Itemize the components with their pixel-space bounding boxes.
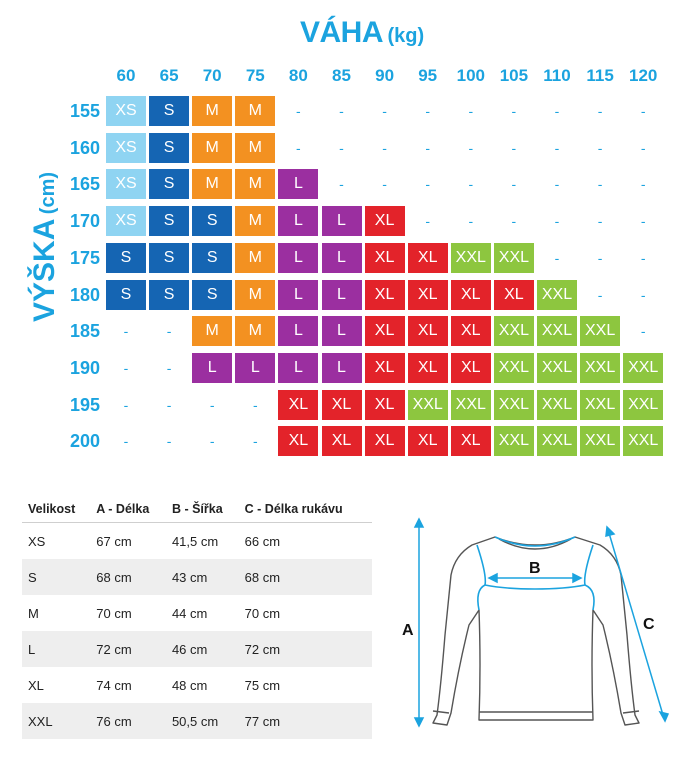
empty-cell: - [339,176,344,193]
empty-cell: - [511,213,517,230]
empty-cell: - [597,103,603,119]
height-label: 185 [69,321,100,342]
size-cell: M [235,169,275,199]
size-cell: M [235,316,275,346]
size-cell: L [278,243,318,273]
size-cell: XL [408,243,448,273]
empty-cell: - [640,139,646,156]
empty-cell: - [640,286,646,303]
size-cell: L [278,169,318,199]
weight-title-text: VÁHA [300,16,384,49]
size-cell: S [192,206,232,236]
empty-cell: - [209,396,215,413]
weight-label: 115 [586,66,614,85]
weight-label: 75 [245,66,265,85]
size-cell: L [322,353,362,383]
size-cell: XXL [451,390,491,420]
size-cell: S [192,280,232,310]
size-cell: XL [365,426,405,456]
weight-label: 110 [543,66,571,85]
size-cell: M [235,96,275,126]
table-cell: 68 cm [239,559,372,595]
empty-cell: - [511,176,517,193]
size-cell: XXL [580,316,620,346]
size-cell: XL [494,280,534,310]
size-cell: XXL [580,426,620,456]
empty-cell: - [640,176,646,193]
table-cell: 41,5 cm [171,533,219,549]
empty-cell: - [640,323,646,340]
size-cell: S [149,169,189,199]
empty-cell: - [597,139,603,156]
size-cell: XXL [623,353,663,383]
table-cell: 46 cm [166,631,239,667]
empty-cell: - [511,139,517,156]
size-cell: L [278,206,318,236]
empty-cell: - [554,249,560,266]
size-cell: S [192,243,232,273]
table-row [22,667,372,703]
size-cell: XL [451,353,491,383]
table-cell: 74 cm [96,677,132,693]
table-cell: XL [28,677,44,693]
empty-cell: - [425,103,431,119]
table-header-row [22,496,372,523]
size-cell: XL [365,390,405,420]
empty-cell: - [123,433,129,450]
label-b: B [529,560,541,577]
weight-label: 65 [159,66,179,85]
empty-cell: - [166,323,172,340]
empty-cell: - [425,176,431,193]
size-cell: XS [106,133,146,163]
header-width: B - Šířka [166,496,239,523]
empty-cell: - [209,433,215,450]
empty-cell: - [640,249,646,266]
size-cell: XL [365,280,405,310]
size-cell: XL [451,316,491,346]
height-axis-title [28,172,62,322]
size-cell: XL [365,353,405,383]
empty-cell: - [252,433,258,450]
size-cell: M [235,133,275,163]
size-cell: XS [106,206,146,236]
empty-cell: - [166,359,172,376]
measurements-table [22,496,372,739]
table-cell: 50,5 cm [166,703,239,739]
size-cell: L [322,243,362,273]
size-cell: L [278,353,318,383]
empty-cell: - [123,359,129,376]
size-cell: M [192,316,232,346]
size-cell: L [192,353,232,383]
empty-cell: - [554,139,560,156]
height-label: 190 [69,357,100,378]
size-cell: M [192,133,232,163]
size-cell: S [149,96,189,126]
measure-arrows [415,519,668,726]
empty-cell: - [468,139,474,156]
weight-label: 90 [375,66,395,85]
size-cell: XXL [408,390,448,420]
height-label: 180 [69,284,100,305]
size-cell: M [235,243,275,273]
size-cell: XXL [580,353,620,383]
header-size: Velikost [22,496,90,523]
size-cell: L [278,280,318,310]
table-row [22,631,372,667]
height-label: 195 [69,394,100,415]
size-cell: XL [451,280,491,310]
table-cell: L [22,631,90,667]
weight-label: 95 [418,66,438,85]
height-label: 165 [69,174,100,195]
table-cell: 70 cm [96,605,132,621]
table-cell: 76 cm [90,703,166,739]
table-cell: 72 cm [90,631,166,667]
table-cell: S [22,559,90,595]
size-cell: XXL [537,353,577,383]
empty-cell: - [252,396,258,413]
table-cell: 70 cm [244,605,281,621]
size-cell: XXL [494,353,534,383]
label-a: A [402,622,414,639]
table-cell: 66 cm [244,533,281,549]
table-row [22,559,372,595]
empty-cell: - [339,139,344,156]
weight-axis-title [300,16,430,50]
size-cell: S [149,206,189,236]
size-cell: XXL [451,243,491,273]
height-label: 200 [69,431,100,452]
size-cell: XXL [537,390,577,420]
weight-label: 60 [116,66,136,85]
table-cell: 43 cm [166,559,239,595]
size-cell: XL [322,390,362,420]
empty-cell: - [166,433,172,450]
table-cell: 67 cm [96,533,132,549]
empty-cell: - [123,396,129,413]
empty-cell: - [468,176,474,193]
weight-label: 105 [499,66,529,85]
empty-cell: - [511,103,517,119]
empty-cell: - [296,103,301,119]
empty-cell: - [123,323,129,340]
height-title-text: VÝŠKA [28,218,61,322]
empty-cell: - [597,213,603,230]
empty-cell: - [597,176,603,193]
size-cell: S [106,243,146,273]
table-cell: 68 cm [90,559,166,595]
weight-label: 120 [629,66,658,85]
size-cell: XL [322,426,362,456]
empty-cell: - [425,213,431,230]
size-cell: XXL [494,426,534,456]
size-cell: XL [278,426,318,456]
empty-cell: - [382,139,387,156]
label-c: C [643,616,655,633]
empty-cell: - [554,213,560,230]
empty-cell: - [468,213,474,230]
size-cell: M [192,169,232,199]
header-sleeve: C - Délka rukávu [239,496,372,523]
empty-cell: - [166,396,172,413]
table-cell: XS [28,533,46,549]
header-length: A - Délka [90,496,166,523]
size-cell: L [235,353,275,383]
size-cell: XL [408,426,448,456]
size-cell: XL [365,206,405,236]
empty-cell: - [382,103,387,119]
size-cell: L [322,280,362,310]
size-cell: XXL [623,426,663,456]
size-cell: XL [408,280,448,310]
size-cell: L [322,316,362,346]
size-cell: S [149,243,189,273]
size-cell: S [106,280,146,310]
table-cell: M [28,605,39,621]
weight-label: 70 [202,66,222,85]
size-cell: S [149,280,189,310]
table-cell: XXL [22,703,90,739]
size-cell: L [322,206,362,236]
empty-cell: - [382,176,387,193]
height-unit-text: (cm) [37,171,59,215]
empty-cell: - [640,103,646,119]
table-row [22,595,372,631]
size-cell: XL [451,426,491,456]
size-cell: XL [278,390,318,420]
size-cell: XL [365,316,405,346]
size-cell: S [149,133,189,163]
size-cell: XXL [537,426,577,456]
size-cell: L [278,316,318,346]
table-cell: 75 cm [244,677,281,693]
size-cell: XXL [537,316,577,346]
empty-cell: - [640,213,646,230]
table-cell: 44 cm [171,605,208,621]
table-row [22,523,372,560]
size-cell: M [235,206,275,236]
table-cell: 48 cm [171,677,208,693]
size-cell: XS [106,96,146,126]
empty-cell: - [296,139,301,156]
size-cell: XS [106,169,146,199]
weight-unit-text: (kg) [387,25,425,47]
weight-label: 100 [456,66,485,85]
height-label: 170 [69,211,100,232]
table-cell: 77 cm [239,703,372,739]
size-cell: M [192,96,232,126]
empty-cell: - [597,286,603,303]
empty-cell: - [339,103,344,119]
height-label: 175 [69,247,100,268]
size-cell: XXL [580,390,620,420]
height-label: 160 [69,137,100,158]
shirt-diagram [395,515,675,730]
empty-cell: - [597,249,603,266]
size-cell: XXL [494,316,534,346]
size-cell: XXL [623,390,663,420]
table-row [22,703,372,739]
empty-cell: - [554,103,560,119]
size-cell: XL [408,316,448,346]
table-cell: 72 cm [239,631,372,667]
weight-label: 80 [288,66,308,85]
size-cell: XL [365,243,405,273]
size-cell: XXL [494,243,534,273]
empty-cell: - [468,103,474,119]
size-cell: M [235,280,275,310]
empty-cell: - [425,139,431,156]
height-label: 155 [69,101,100,121]
size-cell: XXL [494,390,534,420]
size-cell: XL [408,353,448,383]
empty-cell: - [554,176,560,193]
weight-label: 85 [332,66,351,85]
size-cell: XXL [537,280,577,310]
